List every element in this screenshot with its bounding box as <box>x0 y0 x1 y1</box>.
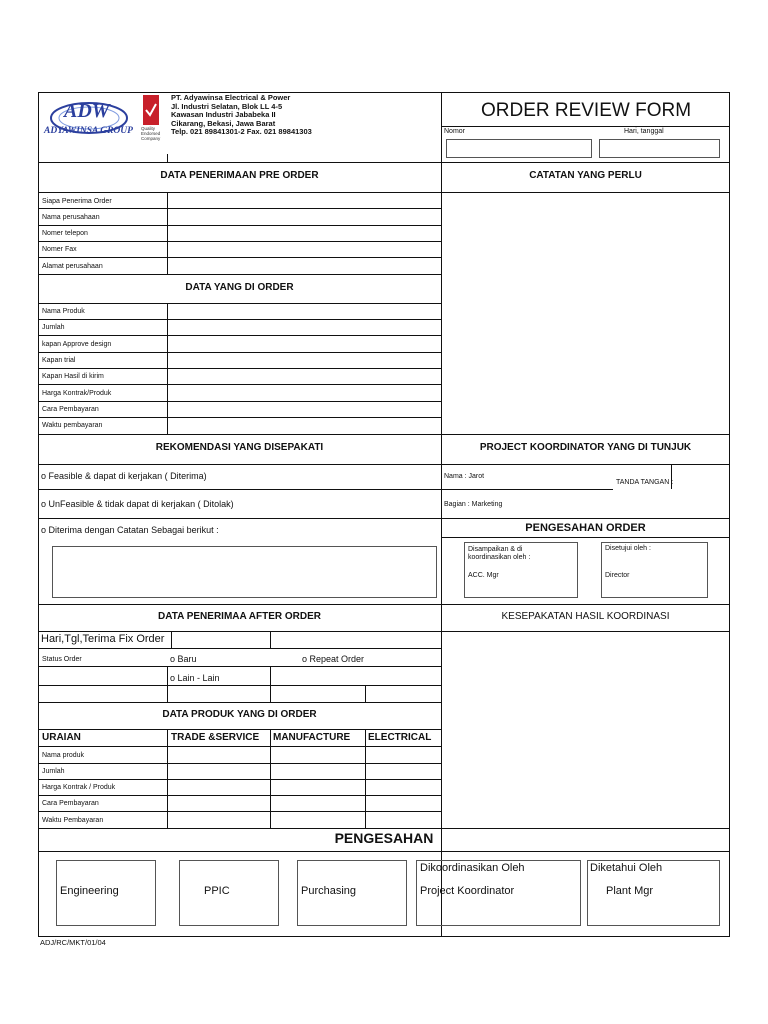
header-bottom-line <box>38 162 730 163</box>
rule <box>38 666 441 667</box>
quality-check-icon <box>143 99 159 121</box>
rule <box>38 303 441 304</box>
pre-order-title: DATA PENERIMAAN PRE ORDER <box>160 170 319 181</box>
rule <box>38 335 441 336</box>
after-order-divider <box>270 631 271 648</box>
after-order-title: DATA PENERIMAA AFTER ORDER <box>158 611 321 622</box>
pre-order-col-divider <box>167 192 168 274</box>
rule <box>441 537 730 538</box>
rule <box>38 763 441 764</box>
produk-row-label: Waktu Pembayaran <box>42 817 104 824</box>
col-manufacture: MANUFACTURE <box>273 732 351 743</box>
rule <box>38 489 441 490</box>
pre-order-row-label: Nama perusahaan <box>42 214 100 221</box>
document-code: ADJ/RC/MKT/01/04 <box>40 938 106 947</box>
rule <box>38 319 441 320</box>
nomor-label: Nomor <box>444 128 466 135</box>
produk-row-label: Jumlah <box>42 768 65 775</box>
quality-badge <box>141 95 167 151</box>
rule <box>38 811 441 812</box>
rule <box>38 192 730 193</box>
pre-order-row-label: Alamat perusahaan <box>42 263 103 270</box>
col-uraian: URAIAN <box>42 732 81 743</box>
rule <box>38 274 441 275</box>
rule <box>38 518 730 519</box>
rule <box>38 795 441 796</box>
disampaikan-line1: Disampaikan & di <box>468 546 523 553</box>
rule <box>38 208 441 209</box>
pre-order-row-label: Nomer Fax <box>42 246 77 253</box>
hari-tanggal-label: Hari, tanggal <box>624 128 664 135</box>
after-order-divider <box>270 666 271 702</box>
rule <box>38 685 441 686</box>
catatan-field[interactable] <box>52 546 437 598</box>
hari-terima-label: Hari,Tgl,Terima Fix Order <box>41 633 165 645</box>
produk-title: DATA PRODUK YANG DI ORDER <box>162 709 317 720</box>
director-label: Director <box>605 572 630 579</box>
rule <box>38 352 441 353</box>
catatan-title: CATATAN YANG PERLU <box>529 170 642 181</box>
title-underline <box>441 126 730 127</box>
rule <box>38 604 730 605</box>
rule <box>38 384 441 385</box>
company-line: Telp. 021 89841301-2 Fax. 021 89841303 <box>171 127 312 136</box>
order-row-label: Harga Kontrak/Produk <box>42 390 112 397</box>
order-row-label: Waktu pembayaran <box>42 422 103 429</box>
rule <box>38 851 730 852</box>
status-order-label: Status Order <box>42 656 82 663</box>
company-line: PT. Adyawinsa Electrical & Power <box>171 93 291 102</box>
engineering-label: Engineering <box>60 885 119 897</box>
rule <box>38 746 441 747</box>
form-title: ORDER REVIEW FORM <box>480 100 692 121</box>
rule <box>38 401 441 402</box>
pengesahan-order-title: PENGESAHAN ORDER <box>525 522 646 534</box>
logo-group-name: ADYAWINSA GROUP <box>44 126 133 136</box>
koordinator-nama: Nama : Jarot <box>444 473 485 480</box>
rekomendasi-option-feasible[interactable]: o Feasible & dapat di kerjakan ( Diterima) <box>41 471 207 481</box>
company-line: Kawasan Industri Jababeka II <box>171 110 276 119</box>
status-option-baru[interactable]: o Baru <box>170 654 197 664</box>
rule <box>38 648 441 649</box>
rule <box>38 368 441 369</box>
after-order-divider <box>171 631 172 648</box>
company-line: Cikarang, Bekasi, Jawa Barat <box>171 118 276 128</box>
company-line: Jl. Industri Selatan, Blok LL 4-5 <box>171 101 283 111</box>
order-row-label: Kapan Hasil di kirim <box>42 373 104 380</box>
rule <box>38 241 441 242</box>
rekomendasi-title: REKOMENDASI YANG DISEPAKATI <box>155 442 324 453</box>
produk-row-label: Cara Pembayaran <box>42 800 99 807</box>
purchasing-label: Purchasing <box>301 885 357 897</box>
produk-row-label: Harga Kontrak / Produk <box>42 784 116 791</box>
rule <box>38 702 441 703</box>
koordinator-bagian: Bagian : Marketing <box>444 501 503 508</box>
company-logo <box>42 96 136 148</box>
rule <box>38 779 441 780</box>
hari-tanggal-field[interactable] <box>599 139 720 158</box>
header-divider <box>441 92 442 937</box>
acc-mgr-label: ACC. Mgr <box>468 572 499 579</box>
rule <box>38 729 441 730</box>
rule <box>38 464 730 465</box>
rule <box>38 631 730 632</box>
logo-letters: ADW <box>64 100 110 122</box>
rule <box>38 225 441 226</box>
after-order-divider <box>365 685 366 702</box>
pre-order-row-label: Siapa Penerima Order <box>42 198 112 205</box>
order-row-label: Cara Pembayaran <box>42 406 99 413</box>
plant-mgr-label: Plant Mgr <box>606 885 654 897</box>
produk-row-label: Nama produk <box>42 752 85 759</box>
rekomendasi-option-catatan[interactable]: o Diterima dengan Catatan Sebagai berikut : <box>41 525 219 535</box>
rule <box>38 417 441 418</box>
dikoordinasikan-label: Dikoordinasikan Oleh <box>420 862 525 874</box>
col-trade-service: TRADE &SERVICE <box>171 732 260 743</box>
order-row-label: Jumlah <box>42 324 65 331</box>
tanda-tangan-label: TANDA TANGAN : <box>616 479 674 486</box>
diketahui-label: Diketahui Oleh <box>590 862 663 874</box>
disampaikan-line2: koordinasikan oleh : <box>468 554 531 561</box>
order-data-title: DATA YANG DI ORDER <box>185 282 294 293</box>
company-address <box>171 94 312 137</box>
tanda-tangan-divider <box>671 464 672 489</box>
ppic-label: PPIC <box>204 885 230 897</box>
order-row-label: Nama Produk <box>42 308 85 315</box>
rule <box>38 434 730 435</box>
pengesahan-title: PENGESAHAN <box>334 830 434 846</box>
col-electrical: ELECTRICAL <box>368 732 432 743</box>
after-order-divider <box>167 666 168 702</box>
kesepakatan-title: KESEPAKATAN HASIL KOORDINASI <box>501 611 670 622</box>
badge-caption: Quality Endorsed Company <box>141 126 161 141</box>
nomor-field[interactable] <box>446 139 592 158</box>
rekomendasi-option-unfeasible[interactable]: o UnFeasible & tidak dapat di kerjakan ( Ditolak) <box>41 499 234 509</box>
rule <box>38 257 441 258</box>
pre-order-row-label: Nomer telepon <box>42 230 88 237</box>
project-koordinator-label: Project Koordinator <box>420 885 515 897</box>
order-row-label: Kapan trial <box>42 357 76 364</box>
koordinator-title: PROJECT KOORDINATOR YANG DI TUNJUK <box>479 442 692 453</box>
status-option-lain[interactable]: o Lain - Lain <box>170 673 220 683</box>
header-tick <box>167 154 168 162</box>
rule <box>441 489 613 490</box>
disetujui-label: Disetujui oleh : <box>605 545 651 552</box>
status-option-repeat[interactable]: o Repeat Order <box>302 654 365 664</box>
order-row-label: kapan Approve design <box>42 341 112 348</box>
